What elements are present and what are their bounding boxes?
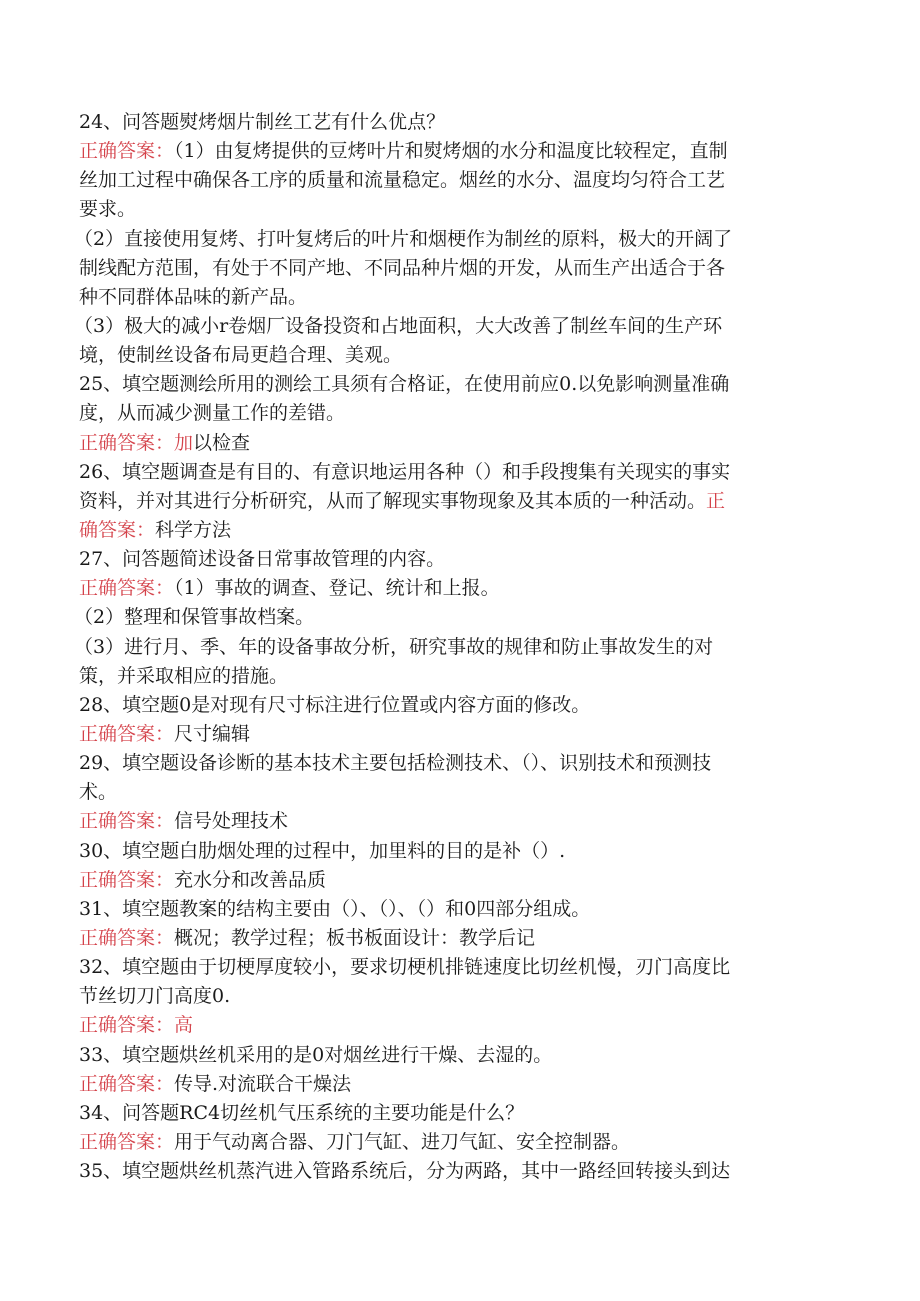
text-line — [79, 166, 827, 195]
line-text: 25、填空题测绘所用的测绘工具须有合格证，在使用前应0.以免影响测量准确 — [79, 373, 730, 396]
text-line — [74, 225, 827, 254]
text-line — [79, 195, 827, 224]
text-line — [74, 603, 827, 632]
text-line — [79, 837, 827, 866]
line-text: 34、问答题RC4切丝机气压系统的主要功能是什么？ — [79, 1101, 525, 1124]
answer-label: 确答案： — [79, 518, 156, 541]
line-text: 用于气动离合器、刀门气缸、进刀气缸、安全控制器。 — [174, 1130, 631, 1153]
answer-label: 正确答案：高 — [79, 1014, 194, 1037]
text-line — [79, 429, 827, 458]
line-text: 度，从而减少测量工作的差错。 — [79, 402, 346, 425]
line-text: 策，并采取相应的措施。 — [79, 664, 289, 687]
answer-label: 正确答案： — [79, 810, 175, 833]
text-line — [79, 1041, 827, 1070]
line-text: （3）极大的减小r卷烟厂设备投资和占地面积，大大改善了制丝车间的生产环 — [74, 314, 723, 337]
line-text: 节丝切刀门高度0. — [79, 985, 231, 1008]
answer-label: 正确答案： — [79, 1130, 175, 1153]
line-text: 32、填空题由于切梗厚度较小，要求切梗机排链速度比切丝机慢，刃门高度比 — [79, 956, 731, 979]
line-text: 信号处理技术 — [174, 810, 289, 833]
line-text: 28、填空题0是对现有尺寸标注进行位置或内容方面的修改。 — [79, 693, 591, 716]
line-text: 要求。 — [79, 198, 137, 221]
text-line — [79, 370, 827, 399]
text-line — [79, 982, 827, 1011]
text-line — [79, 895, 827, 924]
text-line — [79, 807, 827, 836]
line-text: 种不同群体品味的新产品。 — [79, 285, 308, 308]
text-line — [79, 137, 827, 166]
line-text: （1）由复烤提供的豆烤叶片和熨烤烟的水分和温度比较程定，直制 — [174, 140, 728, 163]
answer-label: 正确答案： — [79, 577, 175, 600]
text-line — [74, 312, 827, 341]
text-line — [79, 1099, 827, 1128]
text-line — [79, 924, 827, 953]
text-line — [79, 545, 827, 574]
line-text: 27、问答题简述设备日常事故管理的内容。 — [79, 548, 446, 571]
line-text: 资料，并对其进行分析研究，从而了解现实事物现象及其本质的一种活动。 — [79, 489, 707, 512]
text-line — [79, 691, 827, 720]
text-line — [79, 341, 827, 370]
line-text: 以检查 — [193, 431, 251, 454]
text-line — [74, 633, 827, 662]
text-line — [79, 866, 827, 895]
text-line — [79, 574, 827, 603]
answer-label: 正确答案： — [79, 722, 175, 745]
line-text: （3）进行月、季、年的设备事故分析，研究事故的规律和防止事故发生的对 — [74, 635, 714, 658]
text-line — [79, 399, 827, 428]
line-text: 境，使制丝设备布局更趋合理、美观。 — [79, 344, 403, 367]
text-line — [79, 254, 827, 283]
line-text: 26、填空题调查是有目的、有意识地运用各种（）和手段搜集有关现实的事实 — [79, 460, 731, 483]
text-line — [79, 1070, 827, 1099]
line-text: 尺寸编辑 — [174, 722, 251, 745]
line-text: 术。 — [79, 781, 118, 804]
line-text: 概况；教学过程；板书板面设计：教学后记 — [174, 926, 536, 949]
line-text: 35、填空题烘丝机蒸汽进入管路系统后，分为两路，其中一路经回转接头到达 — [79, 1160, 731, 1183]
line-text: 传导.对流联合干燥法 — [174, 1072, 352, 1095]
text-line — [79, 458, 827, 487]
text-line — [79, 662, 827, 691]
text-line — [79, 108, 827, 137]
answer-label: 正确答案： — [79, 926, 175, 949]
text-line — [79, 953, 827, 982]
line-text: 29、填空题设备诊断的基本技术主要包括检测技术、（）、识别技术和预测技 — [79, 752, 712, 775]
text-line — [79, 1128, 827, 1157]
text-line — [79, 749, 827, 778]
line-text: 31、填空题教案的结构主要由（）、（）、（）和0四部分组成。 — [79, 897, 591, 920]
document-body — [74, 108, 827, 1186]
answer-label: 正确答案： — [79, 140, 175, 163]
line-text: （2）整理和保管事故档案。 — [74, 606, 315, 629]
answer-label: 正确答案： — [79, 1072, 175, 1095]
line-text: 制线配方范围，有处于不同产地、不同品种片烟的开发，从而生产出适合于各 — [79, 256, 726, 279]
text-line — [79, 283, 827, 312]
answer-label: 正 — [706, 489, 726, 512]
line-text: 充水分和改善品质 — [174, 868, 327, 891]
answer-label: 正确答案：加 — [79, 431, 194, 454]
line-text: 33、填空题烘丝机采用的是0对烟丝进行干燥、去湿的。 — [79, 1043, 553, 1066]
text-line — [79, 1157, 827, 1186]
line-text: 24、问答题熨烤烟片制丝工艺有什么优点？ — [79, 111, 446, 133]
text-line — [79, 1011, 827, 1040]
answer-label: 正确答案： — [79, 868, 175, 891]
text-line — [79, 720, 827, 749]
text-line — [79, 778, 827, 807]
text-line — [79, 516, 827, 545]
line-text: 丝加工过程中确保各工序的质量和流量稳定。烟丝的水分、温度均匀符合工艺 — [79, 169, 726, 192]
line-text: （1）事故的调查、登记、统计和上报。 — [174, 577, 500, 600]
line-text: （2）直接使用复烤、打叶复烤后的叶片和烟梗作为制丝的原料，极大的开阔了 — [74, 227, 733, 250]
line-text: 科学方法 — [155, 518, 232, 541]
line-text: 30、填空题白肋烟处理的过程中，加里料的目的是补（）. — [79, 839, 566, 862]
text-line — [79, 487, 827, 516]
